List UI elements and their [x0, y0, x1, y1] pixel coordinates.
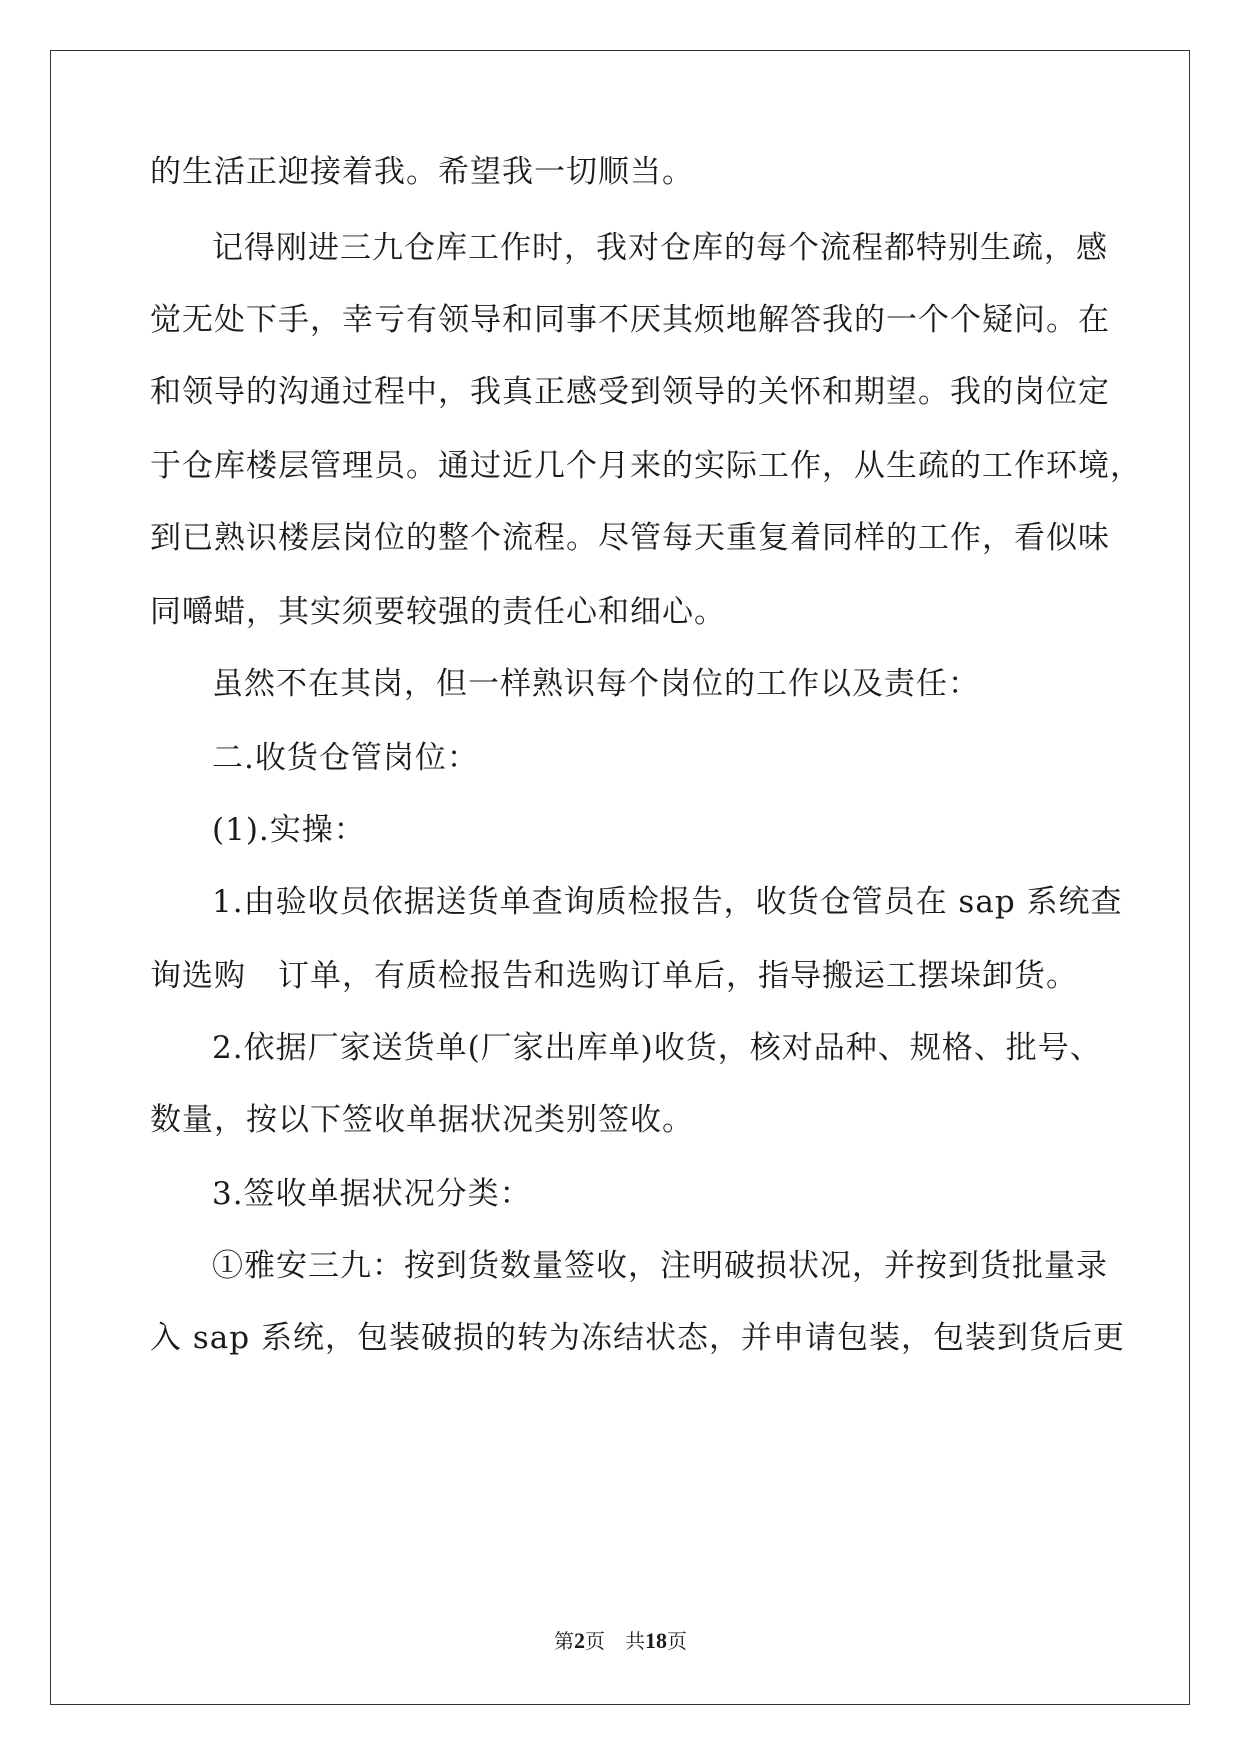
text-line: 的生活正迎接着我。希望我一切顺当。	[150, 154, 694, 190]
text-line: 2.依据厂家送货单(厂家出库单)收货，核对品种、规格、批号、	[212, 1030, 1102, 1066]
text-line: 到已熟识楼层岗位的整个流程。尽管每天重复着同样的工作，看似味	[150, 520, 1110, 556]
footer-suffix: 页	[667, 1629, 687, 1653]
text-line: 询选购 订单，有质检报告和选购订单后，指导搬运工摆垛卸货。	[150, 958, 1078, 994]
page-footer	[0, 1625, 1241, 1654]
text-line: 二.收货仓管岗位：	[212, 740, 479, 776]
text-line: 1.由验收员依据送货单查询质检报告，收货仓管员在 sap 系统查	[212, 884, 1123, 920]
text-line: 数量，按以下签收单据状况类别签收。	[150, 1102, 694, 1138]
text-line: 3.签收单据状况分类：	[212, 1176, 532, 1212]
text-line: 于仓库楼层管理员。通过近几个月来的实际工作，从生疏的工作环境，	[150, 448, 1142, 484]
current-page-number: 2	[574, 1628, 585, 1653]
footer-prefix: 第	[554, 1629, 574, 1653]
text-line: 记得刚进三九仓库工作时，我对仓库的每个流程都特别生疏，感	[212, 230, 1108, 266]
footer-middle: 页 共	[585, 1629, 645, 1653]
page-border	[50, 50, 1190, 1705]
text-line: 虽然不在其岗，但一样熟识每个岗位的工作以及责任：	[212, 666, 980, 702]
text-line: (1).实操：	[212, 812, 366, 848]
text-line: ①雅安三九：按到货数量签收，注明破损状况，并按到货批量录	[212, 1248, 1108, 1284]
total-pages-number: 18	[645, 1628, 667, 1653]
text-line: 入 sap 系统，包装破损的转为冻结状态，并申请包装，包装到货后更	[150, 1320, 1125, 1356]
text-line: 和领导的沟通过程中，我真正感受到领导的关怀和期望。我的岗位定	[150, 374, 1110, 410]
text-line: 觉无处下手，幸亏有领导和同事不厌其烦地解答我的一个个疑问。在	[150, 302, 1110, 338]
text-line: 同嚼蜡，其实须要较强的责任心和细心。	[150, 594, 726, 630]
